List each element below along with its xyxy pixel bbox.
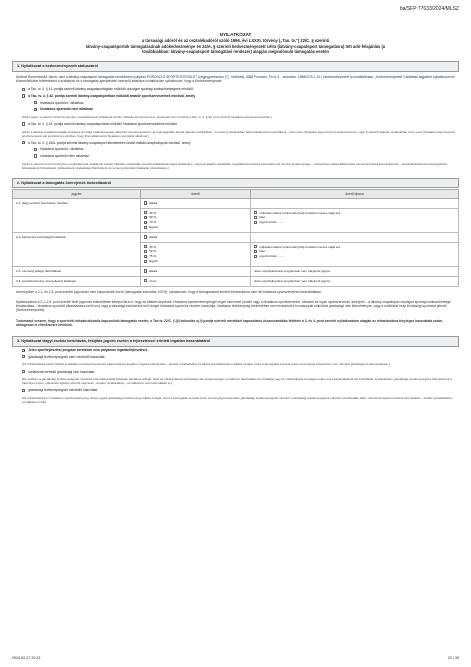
status-option-1[interactable]: a Tao. tv. 4. § 41. pontja szerinti látvány-csapatsportágban működő országos sportági szakszövetségnek minősül; xyxy=(12,86,459,93)
section-1-intro: Alulírott Bornemissza János, mint a látvány-csapatsport támogatást rendszerben pályázó POROSZLÓ SPORTEGYESÜLET (cégjegyzékszám: [*] , székhely: 3388 Poroszló, Fő út 3. , adószám: 18580275-1-10 ) kedvezményezett (a továbbiakban: „Kedvezményezett") alábbiak tagjaként nyilatkozom és közreműködési feltételeként a szabályok és a támogatás-igénylésben szereplő adatokra vonatkozóan nyilatkozom, hogy a Kedvezményezett: xyxy=(16,74,455,83)
none-option[interactable]: nincs xyxy=(144,235,247,239)
column-header: jogcím xyxy=(13,190,141,198)
checkbox[interactable] xyxy=(34,154,37,157)
checkbox[interactable] xyxy=(144,245,147,248)
row-label: 2.2. képzéssel összefüggő feladatok xyxy=(13,232,141,266)
usage-option-1-sub[interactable]: gazdasági tevékenységnek nem minősülő használat. xyxy=(12,354,459,361)
status-option-4a[interactable]: hivatásos sportolót ¹ alkalmaz xyxy=(12,146,459,153)
declaration-header xyxy=(12,32,459,55)
section-3-note: [Az infrastruktúra pl. hivatásos sporttevékenység, illetve egyéb gazdasági tevékenység céljára szolgál, ezért a támogatás európai uniós versenyjogi értelemben gazdasági tevékenységnek minősül. Gazdasági tevékenységnek minősül a bérbeadás útján, ellenérték fejében történő üzemeltetés - amatőr (szabadidős) - és diáksport célú] xyxy=(22,395,454,404)
checkbox[interactable] xyxy=(22,370,25,373)
status-option-2[interactable]: a Tao. tv. 4. § 42. pontja szerinti látvány-csapatsportban működő amatőr sportszervezetnek minősül, amely xyxy=(12,93,459,100)
row-comment: Jelen sportfejlesztési programban nem pályázott jogcím xyxy=(251,266,459,276)
usage-option-1[interactable]: Jelen sportfejlesztési program keretében nem pályázom ingatlanfejlesztésre. xyxy=(12,347,459,354)
checkbox[interactable] xyxy=(254,216,257,219)
type-option[interactable]: hitel, xyxy=(254,249,455,253)
none-option[interactable]: nincs xyxy=(144,279,247,283)
page-footer xyxy=(12,656,459,661)
checkbox[interactable] xyxy=(144,255,147,258)
section-3-note: [Ez esetben a gazdasági tevékenységnek minősülő használat kiszámíthatóan járulékos jellegű, azaz az infrastruktúra gazdasági célú tevékenységre vonatkozó használata nem haladja meg az infrastruktúra tényleges teljes éves kapacitásának 20 százalékát. E tekintetben gazdasági tevékenységnek kell tekinteni a bármilyen olyan, ellenérték fejében történő végzését - amatőr (szabadidős) - és diáksport célú használatot is.] xyxy=(22,377,452,386)
checkbox-checked[interactable] xyxy=(34,108,37,111)
checkbox[interactable] xyxy=(254,211,257,214)
type-option[interactable]: egyéb forrás: ........ xyxy=(254,254,455,258)
status-option-3[interactable]: a Tao. tv. 4. § 43. pontja szerinti látvány-csapatsportban működő hivatásos sportszervezetnek minősül. xyxy=(12,121,459,128)
section-1-note: [Azaz olyan, a sportról szóló törvényben meghatározott szabályok szerint működő sportszervezet, amelynek nem minősül a Tao. tv. 4. § 43. pont szerinti hivatásos sportszervezetnek.] xyxy=(22,114,272,119)
usage-option-3[interactable]: gazdasági tevékenységnek minősülő használat. xyxy=(12,387,459,394)
checkbox[interactable] xyxy=(22,389,25,392)
checkbox-checked[interactable] xyxy=(144,269,147,272)
section-2-note: Amennyiben a 2.1. és 2.4. pont szerinti jogcímhez nem kapcsolódik önerő (támogatási intenzitás 100%), nyilatkozom, hogy a támogatással érintett infrastruktúra nem áll hivatásos sportszervezet használatában. xyxy=(16,289,322,294)
table-row xyxy=(13,198,459,208)
checkbox[interactable] xyxy=(144,226,147,229)
checkbox[interactable] xyxy=(34,101,37,104)
pct-option[interactable]: 30 % xyxy=(144,245,247,249)
checkbox[interactable] xyxy=(22,122,25,125)
header-line: továbbiakban: látvány-csapatsport támogatási rendszer) alapján megvalósuló támogatás esetén xyxy=(141,49,329,55)
table-row xyxy=(13,232,459,242)
row-label: 2.3. személyi jellegű ráfordítások xyxy=(13,266,141,276)
row-label: 2.4. sportlétesítmény üzemeltetési költségei xyxy=(13,276,141,286)
footer-timestamp: 2024-02-27 20:23 xyxy=(12,656,41,661)
document-reference: ba/SFP 77633/2024/MLSZ xyxy=(399,6,459,12)
page-number: 22 / 39 xyxy=(448,656,459,661)
section-1-note: [Azaz a sportról szóló törvényben meghatározott szabályok szerint működő, utánpótlás-nevelés feladatokat végző alapítvány, melynek alapító okiratában meghatározott tartós közérdekű cél szerinti tevékenysége – elsősorban utánpótlásnevelés versenyszintűek keretpoláccsa – sportintézkedéssel összegyűlőrel, feltételeknek biztosítását, feltételeként szabadsági (bázisfolyó) és versenyszterületi feladatok számítására.] xyxy=(22,161,448,170)
own-contribution-table xyxy=(12,189,459,286)
row-label: 2.1. tárgyi eszköz beruházás, felújítás xyxy=(13,198,141,232)
pct-option[interactable]: 70 % xyxy=(144,220,247,224)
type-option[interactable]: működési állami (önkormányzati) forrástól mentes saját erő, xyxy=(254,245,455,249)
section-3-note: [Az infrastruktúra (azaz hiteltőr jó kiadás) a Kedvezményezett saját tevékenységében végzett ellenőrzése - amatőr (szabadidős) és állami sportfejlesztési céljaira szolgál, ezért a támogatás európai uniós versenyjogi értelemben nem minősül gazdasági tevékenységnek.] xyxy=(22,362,390,367)
type-option[interactable]: hitel, xyxy=(254,215,455,219)
pct-option[interactable]: 30 % xyxy=(144,211,247,215)
checkbox[interactable] xyxy=(144,260,147,263)
pct-option[interactable]: Egyéb: xyxy=(144,259,247,263)
checkbox[interactable] xyxy=(144,221,147,224)
checkbox-checked[interactable] xyxy=(144,235,147,238)
header-line: látvány-csapatsportok támogatásának adókedvezménye és 24/A. § szerinti kedvezményezett célra (látvány-csapatsport támogatásra) tett adó-felajánlás (a xyxy=(85,43,386,49)
row-comment: Jelen sportfejlesztési programban nem pályázott jogcím xyxy=(251,276,459,286)
checkbox[interactable] xyxy=(22,141,25,144)
status-option-4b[interactable]: hivatásos sportolót nem alkalmaz xyxy=(12,153,459,160)
checkbox[interactable] xyxy=(254,255,257,258)
column-header: önerő típusa xyxy=(251,190,459,198)
pct-option[interactable]: Egyéb: xyxy=(144,225,247,229)
none-option[interactable]: nincs xyxy=(144,269,247,273)
pct-option[interactable]: 75 % xyxy=(144,254,247,258)
section-2-acknowledgement: Tudomásul veszem, hogy a sportcélú infrastrukturális kapcsolódó támogatás esetén, a Tao tv. 22/C. § (4) bekezdés e)-f) pontja szerinti mértékkel kapcsolatos összeszámlálás feltétele a 3. és 4. pont szerinti nyilatkozatom alapján az infrastruktúra tényleges használata során, utólagosan is ellenőrzésre kerülnek. xyxy=(16,318,443,327)
usage-option-2[interactable]: korlátozott mértékű gazdasági célú használat. xyxy=(12,368,459,375)
checkbox[interactable] xyxy=(254,250,257,253)
checkbox[interactable] xyxy=(254,221,257,224)
checkbox-checked[interactable] xyxy=(144,201,147,204)
checkbox[interactable] xyxy=(144,216,147,219)
header-title: NYILATKOZAT xyxy=(219,32,252,37)
status-option-4[interactable]: a Tao. tv. 4. § 43/a. pontja szerinti látvány-csapatsport tekintetében önálló ellátási alapítványnak minősül, amely xyxy=(12,140,459,147)
type-option[interactable]: működési állami (önkormányzati) forrástól mentes saját erő, xyxy=(254,211,455,215)
checkbox[interactable] xyxy=(254,245,257,248)
header-line: a társasági adóról és az osztalékadóról szóló 1996. évi LXXXI. törvény („Tao. tv.") 22/C. § szerinti xyxy=(141,38,330,44)
section-2-paragraph: Nyilatkozatom a 2.1–2.4. pont szerinti fenti jogcímek tekintetében kiterjed arra is, hogy az általam képviselt, hivatásos sportlevékenységet végző szervezet (önálló vagy a hivatásos sportszervezet, valamint az olyan sportszervezet, amelynél – a látvány-csapatsport országos sportági szakszövetsége kiválasztása – hivatásos sportolót alkalmazásra kerül sor) vagy a társasági eszközként lévő dolgot hivatásos sportolók részére használja, hivatásos tevékenység tekintetében nem biztosított a kormányzati működési gazdasági célú létesítményre, vagy a működési helyi közösségi sportokat jelentő (Kedvezményezett). xyxy=(16,299,451,313)
section-2-title: 2. Nyilatkozat a támogatás önerejének biztosításáról xyxy=(12,178,459,189)
status-option-2b[interactable]: hivatásos sportolót nem alkalmaz xyxy=(12,106,459,113)
checkbox[interactable] xyxy=(34,148,37,151)
checkbox-checked[interactable] xyxy=(22,349,25,352)
type-option[interactable]: egyéb forrás: ........ xyxy=(254,220,455,224)
pct-option[interactable]: 50 % xyxy=(144,249,247,253)
table-row xyxy=(13,266,459,276)
checkbox[interactable] xyxy=(144,279,147,282)
pct-option[interactable]: 50 % xyxy=(144,215,247,219)
checkbox[interactable] xyxy=(144,211,147,214)
none-option[interactable]: nincs xyxy=(144,201,247,205)
checkbox[interactable] xyxy=(22,88,25,91)
section-1-title: 1. Nyilatkozat a kedvezményezett státuszáról xyxy=(12,61,459,72)
table-row xyxy=(13,276,459,286)
column-header: önerő xyxy=(141,190,251,198)
section-1-note: [Azaz a látvány-csapatsportágak országos sportági szakszövetsége által kiírt versenyrendszer: a) legmagasabb felnőtt bajnoki osztályában - a verseny kiírásokban által szabályozott vezérlőként - teszi vevő (hivatalos jogot elnyert) sportszervezet, vagy b) alsóbb bajnoki osztályaiban részt vevő (hivatalos jogot elnyert) sportszervezet aki sportolót és edzőket, hogy fizet alkalmazott hivatásos sportolók alkalmaz.] xyxy=(22,129,455,138)
checkbox-checked[interactable] xyxy=(22,94,25,97)
checkbox[interactable] xyxy=(22,355,25,358)
section-3-title: 3. Nyilatkozat tárgyi eszköz beruházás, felújítás jogcím esetén a fejlesztéssel érintett ingatlan használatáról xyxy=(12,336,459,347)
checkbox[interactable] xyxy=(144,250,147,253)
status-option-2a[interactable]: hivatásos sportolót ¹ alkalmaz xyxy=(12,100,459,107)
